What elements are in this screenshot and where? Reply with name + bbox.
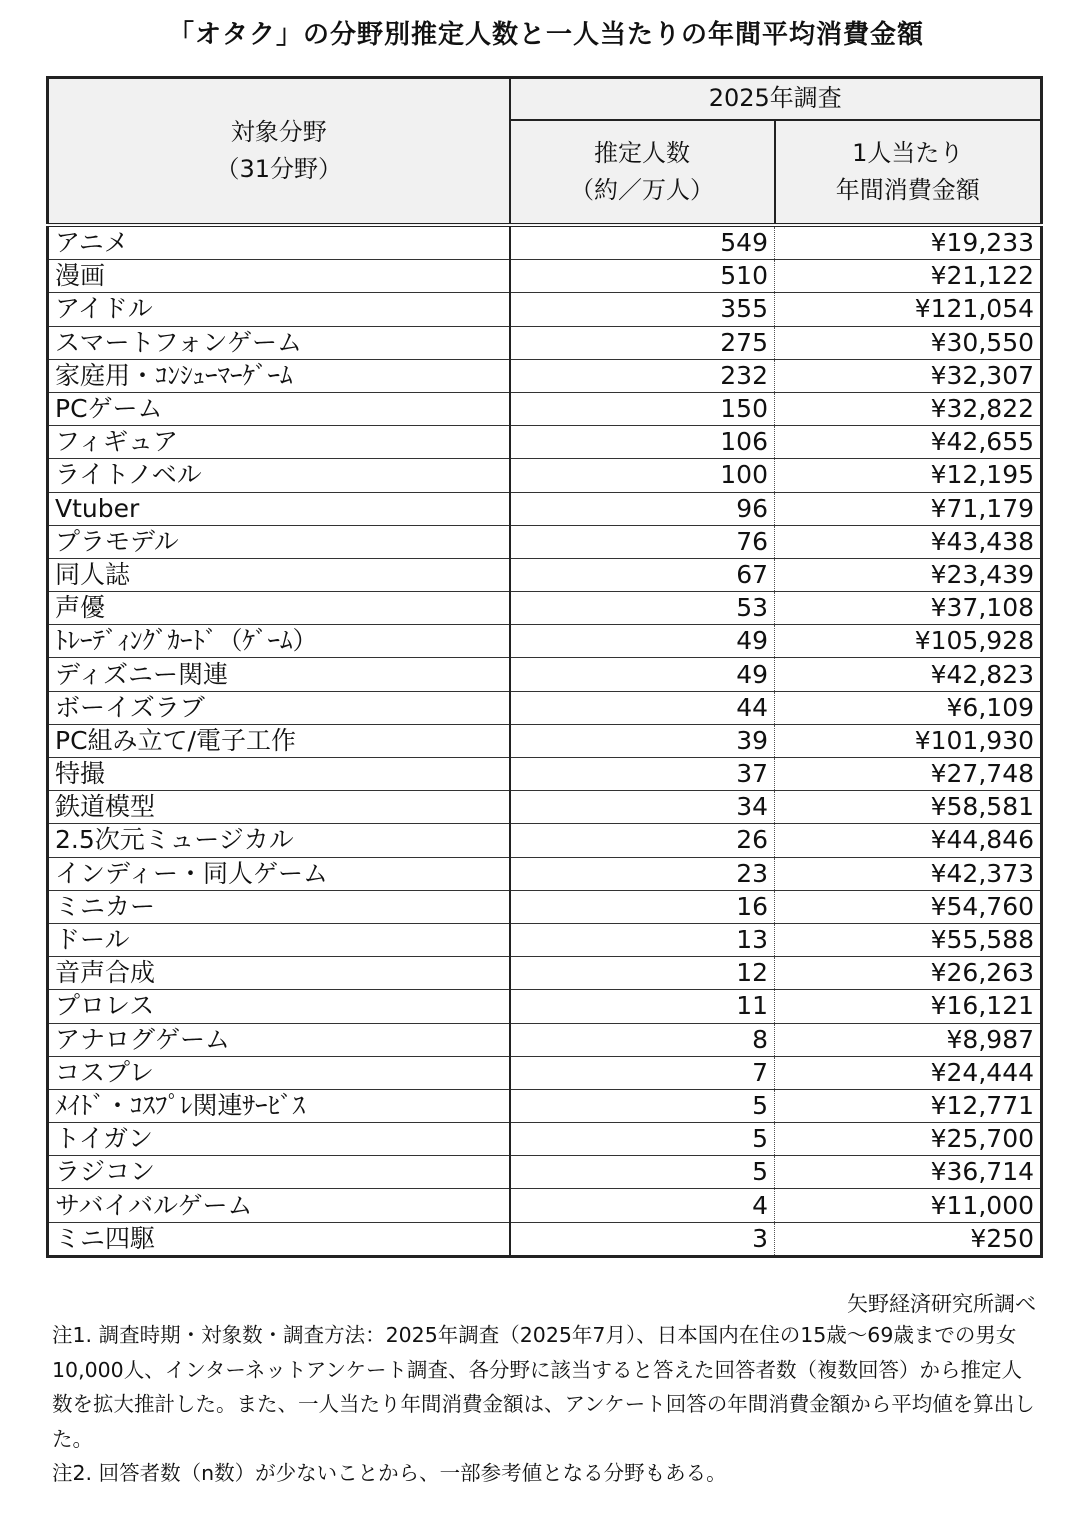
- table-row: [48, 225, 1042, 260]
- field-cell: スマートフォンゲーム: [48, 326, 510, 359]
- count-cell: 34: [510, 791, 775, 824]
- count-cell: 355: [510, 293, 775, 326]
- spend-cell: ¥27,748: [775, 758, 1042, 791]
- field-cell: ミニカー: [48, 890, 510, 923]
- count-cell: 8: [510, 1023, 775, 1056]
- spend-cell: ¥250: [775, 1222, 1042, 1256]
- table-row: [48, 525, 1042, 558]
- table-row: [48, 293, 1042, 326]
- table-row: [48, 691, 1042, 724]
- count-cell: 4: [510, 1189, 775, 1222]
- count-cell: 100: [510, 459, 775, 492]
- spend-cell: ¥25,700: [775, 1123, 1042, 1156]
- field-cell: コスプレ: [48, 1056, 510, 1089]
- count-cell: 275: [510, 326, 775, 359]
- count-cell: 5: [510, 1156, 775, 1189]
- count-cell: 76: [510, 525, 775, 558]
- field-cell: フィギュア: [48, 426, 510, 459]
- table-row: [48, 824, 1042, 857]
- field-cell: 2.5次元ミュージカル: [48, 824, 510, 857]
- field-cell: サバイバルゲーム: [48, 1189, 510, 1222]
- spend-cell: ¥8,987: [775, 1023, 1042, 1056]
- spend-cell: ¥42,823: [775, 658, 1042, 691]
- table-row: [48, 459, 1042, 492]
- field-cell: 鉄道模型: [48, 791, 510, 824]
- spend-cell: ¥42,655: [775, 426, 1042, 459]
- field-cell: アイドル: [48, 293, 510, 326]
- field-cell: ドール: [48, 923, 510, 956]
- field-cell: 音声合成: [48, 957, 510, 990]
- page-title: 「オタク」の分野別推定人数と一人当たりの年間平均消費金額: [167, 20, 924, 50]
- field-cell: プラモデル: [48, 525, 510, 558]
- spend-cell: ¥12,771: [775, 1089, 1042, 1122]
- spend-cell: ¥30,550: [775, 326, 1042, 359]
- spend-cell: ¥16,121: [775, 990, 1042, 1023]
- table-row: [48, 492, 1042, 525]
- count-cell: 510: [510, 260, 775, 293]
- count-cell: 7: [510, 1056, 775, 1089]
- count-cell: 49: [510, 658, 775, 691]
- spend-cell: ¥21,122: [775, 260, 1042, 293]
- table-row: [48, 890, 1042, 923]
- spend-cell: ¥58,581: [775, 791, 1042, 824]
- table-row: [48, 592, 1042, 625]
- field-cell: 同人誌: [48, 558, 510, 591]
- field-cell: 家庭用・ｺﾝｼｭｰﾏｰｹﾞｰﾑ: [48, 359, 510, 392]
- table-row: [48, 990, 1042, 1023]
- table-row: [48, 923, 1042, 956]
- table-row: [48, 1156, 1042, 1189]
- header-spend-line2: 年間消費金額: [835, 176, 980, 204]
- count-cell: 13: [510, 923, 775, 956]
- table-row: [48, 625, 1042, 658]
- count-cell: 53: [510, 592, 775, 625]
- table-row: [48, 857, 1042, 890]
- spend-cell: ¥26,263: [775, 957, 1042, 990]
- table-row: [48, 392, 1042, 425]
- spend-cell: ¥36,714: [775, 1156, 1042, 1189]
- count-cell: 232: [510, 359, 775, 392]
- table-row: [48, 791, 1042, 824]
- field-cell: Vtuber: [48, 492, 510, 525]
- field-cell: ディズニー関連: [48, 658, 510, 691]
- field-cell: ﾄﾚｰﾃﾞｨﾝｸﾞｶｰﾄﾞ（ｹﾞｰﾑ）: [48, 625, 510, 658]
- table-row: [48, 1089, 1042, 1122]
- count-cell: 37: [510, 758, 775, 791]
- table-row: [48, 1123, 1042, 1156]
- note-2: 注2. 回答者数（n数）が少ないことから、一部参考値となる分野もある。: [52, 1461, 727, 1485]
- field-cell: ミニ四駆: [48, 1222, 510, 1256]
- header-count: [510, 120, 775, 225]
- count-cell: 49: [510, 625, 775, 658]
- table-row: [48, 1189, 1042, 1222]
- count-cell: 26: [510, 824, 775, 857]
- count-cell: 96: [510, 492, 775, 525]
- spend-cell: ¥12,195: [775, 459, 1042, 492]
- spend-cell: ¥71,179: [775, 492, 1042, 525]
- table-row: [48, 1023, 1042, 1056]
- table-row: [48, 658, 1042, 691]
- note-1: 注1. 調査時期・対象数・調査方法：2025年調査（2025年7月）、日本国内在住の15歳～69歳までの男女10,000人、インターネットアンケート調査、各分野に該当すると答えた回答者数（複数回答）から推定人数を拡大推計した。また、一人当たり年間消費金額は、アンケート回答の年間消費金額から平均値を算出した。: [52, 1323, 1035, 1451]
- field-cell: プロレス: [48, 990, 510, 1023]
- table-row: [48, 326, 1042, 359]
- header-field-line1: 対象分野: [230, 117, 327, 146]
- otaku-table: [46, 76, 1043, 1258]
- field-cell: 漫画: [48, 260, 510, 293]
- table-row: [48, 426, 1042, 459]
- spend-cell: ¥24,444: [775, 1056, 1042, 1089]
- count-cell: 44: [510, 691, 775, 724]
- table-row: [48, 1056, 1042, 1089]
- count-cell: 5: [510, 1123, 775, 1156]
- header-field-line2: （31分野）: [215, 155, 343, 183]
- header-count-line1: 推定人数: [594, 138, 690, 167]
- field-cell: PCゲーム: [48, 392, 510, 425]
- spend-cell: ¥32,822: [775, 392, 1042, 425]
- spend-cell: ¥23,439: [775, 558, 1042, 591]
- spend-cell: ¥19,233: [775, 225, 1042, 260]
- count-cell: 11: [510, 990, 775, 1023]
- count-cell: 67: [510, 558, 775, 591]
- table-row: [48, 359, 1042, 392]
- field-cell: インディー・同人ゲーム: [48, 857, 510, 890]
- field-cell: トイガン: [48, 1123, 510, 1156]
- field-cell: 声優: [48, 592, 510, 625]
- field-cell: アニメ: [48, 225, 510, 260]
- source-credit: 矢野経済研究所調べ: [847, 1292, 1036, 1316]
- count-cell: 3: [510, 1222, 775, 1256]
- spend-cell: ¥32,307: [775, 359, 1042, 392]
- header-survey-year: 2025年調査: [510, 78, 1042, 121]
- field-cell: ライトノベル: [48, 459, 510, 492]
- count-cell: 16: [510, 890, 775, 923]
- field-cell: ラジコン: [48, 1156, 510, 1189]
- count-cell: 106: [510, 426, 775, 459]
- header-spend: [775, 120, 1042, 225]
- spend-cell: ¥55,588: [775, 923, 1042, 956]
- spend-cell: ¥11,000: [775, 1189, 1042, 1222]
- count-cell: 23: [510, 857, 775, 890]
- table-row: [48, 1222, 1042, 1256]
- table-row: [48, 957, 1042, 990]
- header-field: [48, 78, 510, 226]
- table-row: [48, 724, 1042, 757]
- count-cell: 549: [510, 225, 775, 260]
- spend-cell: ¥101,930: [775, 724, 1042, 757]
- field-cell: PC組み立て/電子工作: [48, 724, 510, 757]
- table-row: [48, 758, 1042, 791]
- count-cell: 150: [510, 392, 775, 425]
- field-cell: ﾒｲﾄﾞ・ｺｽﾌﾟﾚ関連ｻｰﾋﾞｽ: [48, 1089, 510, 1122]
- spend-cell: ¥121,054: [775, 293, 1042, 326]
- header-spend-line1: 1人当たり: [852, 138, 964, 167]
- spend-cell: ¥42,373: [775, 857, 1042, 890]
- field-cell: ボーイズラブ: [48, 691, 510, 724]
- spend-cell: ¥37,108: [775, 592, 1042, 625]
- notes: [52, 1318, 1042, 1491]
- count-cell: 5: [510, 1089, 775, 1122]
- table-row: [48, 260, 1042, 293]
- count-cell: 12: [510, 957, 775, 990]
- field-cell: アナログゲーム: [48, 1023, 510, 1056]
- spend-cell: ¥6,109: [775, 691, 1042, 724]
- spend-cell: ¥105,928: [775, 625, 1042, 658]
- field-cell: 特撮: [48, 758, 510, 791]
- header-count-line2: （約／万人）: [570, 176, 714, 204]
- count-cell: 39: [510, 724, 775, 757]
- spend-cell: ¥43,438: [775, 525, 1042, 558]
- spend-cell: ¥44,846: [775, 824, 1042, 857]
- table-row: [48, 558, 1042, 591]
- spend-cell: ¥54,760: [775, 890, 1042, 923]
